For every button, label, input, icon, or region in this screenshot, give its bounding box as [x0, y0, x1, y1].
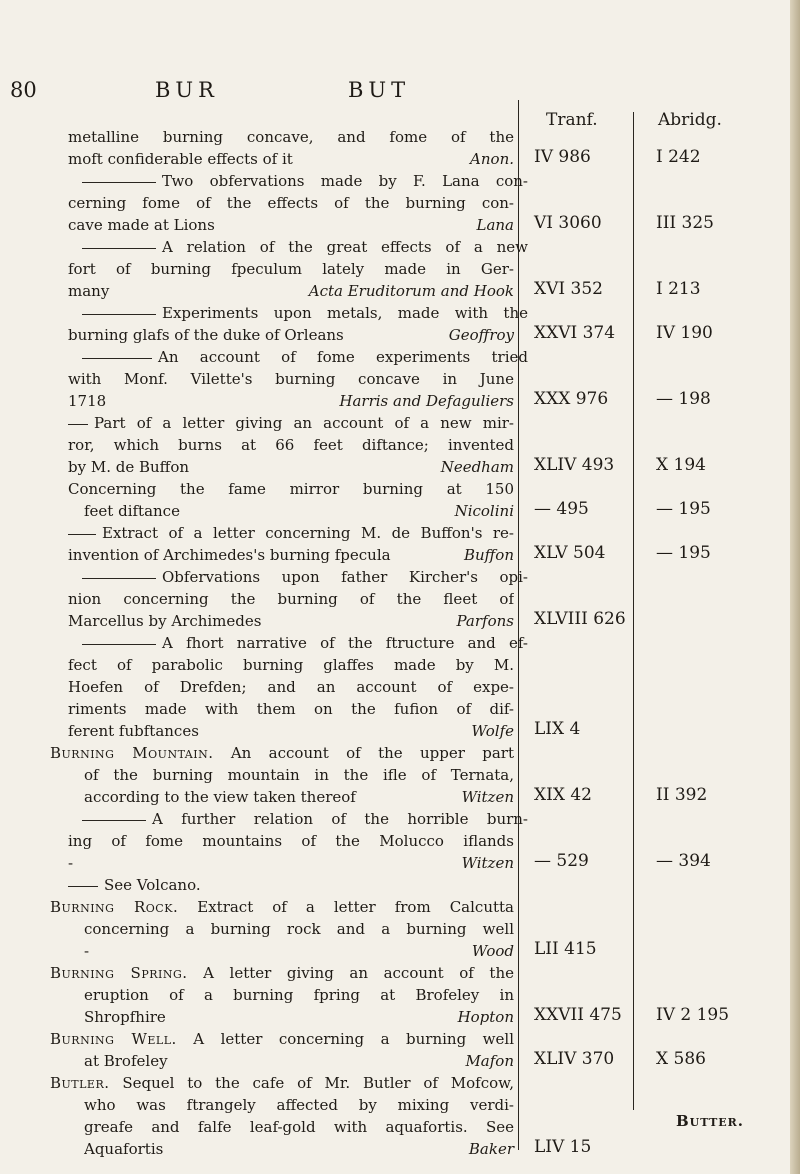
entry-line [82, 346, 528, 368]
entry-author: Acta Eruditorum and Hook [308, 282, 514, 300]
line-text: at Brofeley [84, 1052, 168, 1070]
abridgment-ref: II 392 [656, 785, 708, 805]
transactions-ref: XIX 42 [534, 785, 592, 805]
entry-heading: Burning Rock. [50, 898, 179, 916]
transactions-ref: XLIV 493 [534, 455, 615, 475]
entry-author: Baker [468, 1140, 514, 1158]
leader-dash [82, 820, 146, 821]
entry-line [68, 434, 514, 456]
transactions-ref: LIX 4 [534, 719, 581, 739]
entry-line [68, 654, 514, 676]
entry-line [68, 412, 514, 434]
line-text: A further relation of the horrible burn- [152, 810, 528, 828]
entry-author: Mafon [465, 1052, 514, 1070]
line-text: Experiments upon metals, made with the [162, 304, 528, 322]
entry-line [84, 1138, 514, 1160]
entry-author: Needham [440, 458, 514, 476]
entry-line [68, 852, 514, 874]
entry-line [68, 544, 514, 566]
entry-line [68, 324, 514, 346]
entry-line [68, 720, 514, 742]
running-head-right: BUT [348, 78, 411, 102]
entry-author: Witzen [461, 788, 514, 806]
leader-dash [68, 534, 96, 535]
entry-line [68, 588, 514, 610]
line-text: who was ftrangely affected by mixing verdi- [84, 1096, 514, 1114]
entry-author: Hopton [457, 1008, 514, 1026]
transactions-ref: XXVII 475 [534, 1005, 622, 1025]
abridgment-ref: X 194 [656, 455, 706, 475]
line-text: Aquafortis [84, 1140, 164, 1158]
transactions-ref: — 495 [534, 499, 589, 519]
transactions-ref: IV 986 [534, 147, 591, 167]
entry-line [68, 610, 514, 632]
entry-line [84, 918, 514, 940]
entry-line [82, 170, 528, 192]
entry-author: Harris and Defaguliers [339, 392, 514, 410]
column-rule-right [633, 112, 634, 1110]
entry-line [82, 566, 528, 588]
entry-line [84, 786, 514, 808]
entry-line [84, 1116, 514, 1138]
entry-author: Wood [471, 942, 514, 960]
entry-line [84, 940, 514, 962]
abridgment-ref: IV 190 [656, 323, 713, 343]
line-text: greafe and falfe leaf-gold with aquafortis. See [84, 1118, 514, 1136]
entry-author: Geoffroy [448, 326, 514, 344]
line-text: according to the view taken thereof [84, 788, 356, 806]
line-text: moft confiderable effects of it [68, 150, 293, 168]
entry-line [68, 698, 514, 720]
entry-line [68, 126, 514, 148]
transactions-ref: XLVIII 626 [534, 609, 626, 629]
line-text: by M. de Buffon [68, 458, 190, 476]
abridgment-ref: I 242 [656, 147, 701, 167]
entry-heading: Burning Mountain. [50, 744, 214, 762]
line-text: metalline burning concave, and fome of the [68, 128, 514, 146]
entry-line [84, 764, 514, 786]
leader-dash [82, 314, 156, 315]
transactions-ref: XVI 352 [534, 279, 603, 299]
line-text: Two obfervations made by F. Lana con- [162, 172, 528, 190]
entry-author: Parfons [456, 612, 514, 630]
line-text: of the burning mountain in the ifle of Ternata, [84, 766, 514, 784]
entry-line [68, 368, 514, 390]
transactions-ref: XLV 504 [534, 543, 606, 563]
entry-line [68, 522, 514, 544]
transactions-ref: LII 415 [534, 939, 597, 959]
leader-dash [68, 424, 88, 425]
line-text: Concerning the fame mirror burning at 150 [68, 480, 514, 498]
entry-line [68, 830, 514, 852]
column-header-abridgment: Abridg. [658, 110, 722, 130]
leader-dash [82, 248, 156, 249]
catchword: Butter. [676, 1112, 744, 1130]
leader-dash [82, 358, 152, 359]
line-text: with Monf. Vilette's burning concave in June [68, 370, 514, 388]
line-text: invention of Archimedes's burning fpecula [68, 546, 391, 564]
line-text: An account of fome experiments tried [158, 348, 528, 366]
transactions-ref: XLIV 370 [534, 1049, 615, 1069]
transactions-ref: XXVI 374 [534, 323, 616, 343]
leader-dash [68, 886, 98, 887]
abridgment-ref: X 586 [656, 1049, 706, 1069]
leader-dash [82, 182, 156, 183]
line-text: cerning fome of the effects of the burning con- [68, 194, 514, 212]
entry-line: Butler. Sequel to the cafe of Mr. Butler of Mofcow, [50, 1074, 514, 1092]
line-text: A relation of the great effects of a new [162, 238, 528, 256]
entry-line [68, 676, 514, 698]
entry-line [82, 808, 528, 830]
abridgment-ref: — 394 [656, 851, 711, 871]
line-text: Extract of a letter concerning M. de Buffon's re- [102, 524, 514, 542]
transactions-ref: VI 3060 [534, 213, 602, 233]
entry-line: Burning Rock. Extract of a letter from Calcutta [50, 898, 514, 916]
entry-line [68, 478, 514, 500]
entry-line [82, 236, 528, 258]
entry-author: Wolfe [471, 722, 514, 740]
entry-author: Lana [476, 216, 514, 234]
line-text: - [68, 854, 74, 872]
leader-dash [82, 644, 156, 645]
entry-line: Burning Spring. A letter giving an account of the [50, 964, 514, 982]
line-text: cave made at Lions [68, 216, 215, 234]
entry-line: Burning Mountain. An account of the upper part [50, 744, 514, 762]
entry-author: Anon. [470, 150, 514, 168]
entry-author: Witzen [461, 854, 514, 872]
page-number: 80 [10, 78, 37, 102]
line-text: Shropfhire [84, 1008, 166, 1026]
line-text: See Volcano. [104, 876, 201, 894]
page-edge [790, 0, 800, 1174]
line-text: riments made with them on the fufion of dif- [68, 700, 514, 718]
line-text: 1718 [68, 392, 107, 410]
line-text: Obfervations upon father Kircher's opi- [162, 568, 528, 586]
line-text: many [68, 282, 110, 300]
entry-line [84, 1050, 514, 1072]
line-text: ror, which burns at 66 feet diftance; invented [68, 436, 514, 454]
entry-line [84, 1006, 514, 1028]
line-text: fort of burning fpeculum lately made in Ger- [68, 260, 514, 278]
running-head-left: BUR [155, 78, 219, 102]
entry-line: Burning Well. A letter concerning a burning well [50, 1030, 514, 1048]
line-text: concerning a burning rock and a burning well [84, 920, 514, 938]
abridgment-ref: I 213 [656, 279, 701, 299]
entry-line [68, 214, 514, 236]
entry-heading: Burning Well. [50, 1030, 177, 1048]
line-text: Marcellus by Archimedes [68, 612, 262, 630]
leader-dash [82, 578, 156, 579]
entry-author: Nicolini [454, 502, 514, 520]
abridgment-ref: — 195 [656, 499, 711, 519]
line-text: ing of fome mountains of the Molucco iflands [68, 832, 514, 850]
line-text: eruption of a burning fpring at Brofeley in [84, 986, 514, 1004]
abridgment-ref: — 195 [656, 543, 711, 563]
line-text: A fhort narrative of the ftructure and ef- [162, 634, 528, 652]
line-text: ferent fubftances [68, 722, 199, 740]
entry-line [68, 148, 514, 170]
entry-heading: Butler. [50, 1074, 110, 1092]
entry-line [68, 258, 514, 280]
entry-line [82, 632, 528, 654]
transactions-ref: — 529 [534, 851, 589, 871]
line-text: feet diftance [84, 502, 180, 520]
entry-line [84, 984, 514, 1006]
abridgment-ref: — 198 [656, 389, 711, 409]
abridgment-ref: III 325 [656, 213, 714, 233]
line-text: fect of parabolic burning glaffes made by M. [68, 656, 514, 674]
entry-author: Buffon [463, 546, 514, 564]
entry-line [68, 192, 514, 214]
transactions-ref: XXX 976 [534, 389, 609, 409]
entry-line [84, 500, 514, 522]
line-text: nion concerning the burning of the fleet of [68, 590, 514, 608]
line-text: burning glafs of the duke of Orleans [68, 326, 344, 344]
transactions-ref: LIV 15 [534, 1137, 592, 1157]
line-text: Hoefen of Drefden; and an account of expe- [68, 678, 514, 696]
column-header-transactions: Tranf. [546, 110, 598, 130]
line-text: - [84, 942, 90, 960]
abridgment-ref: IV 2 195 [656, 1005, 730, 1025]
line-text: Part of a letter giving an account of a new mir- [94, 414, 514, 432]
entry-heading: Burning Spring. [50, 964, 188, 982]
entry-line [84, 1094, 514, 1116]
entry-line [82, 302, 528, 324]
page-header [0, 56, 800, 102]
entry-line [68, 874, 514, 896]
